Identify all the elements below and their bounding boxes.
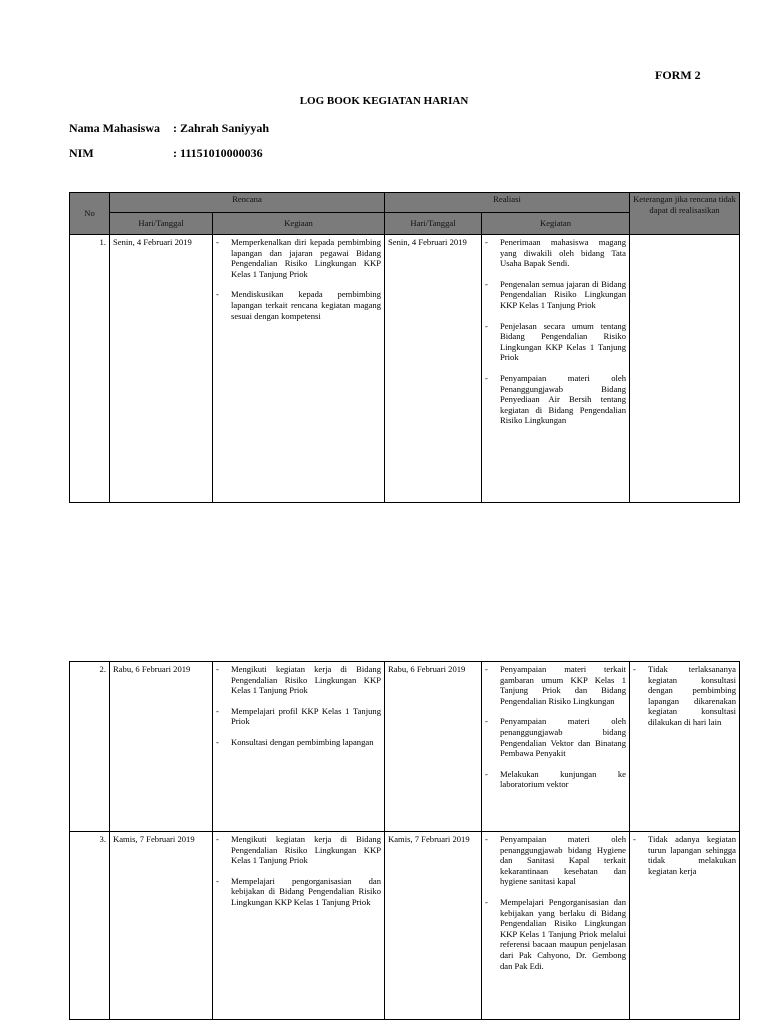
student-name-label: Nama Mahasiswa: [69, 121, 161, 135]
student-nim-label: NIM: [69, 146, 94, 160]
notes-cell: [630, 235, 740, 503]
list-item: - Mendiskusikan kepada pembimbing lapangan terkait rencana kegiatan magang sesuai dengan kompetensi: [216, 289, 381, 321]
list-item: - Mengikuti kegiatan kerja di Bidang Pengendalian Risiko Lingkungan KKP Kelas 1 Tanjung Priok: [216, 664, 381, 696]
list-item: - Konsultasi dengan pembimbing lapangan: [216, 737, 381, 748]
realization-date: Kamis, 7 Februari 2019: [385, 832, 482, 1020]
student-name-value: : Zahrah Saniyyah: [173, 121, 270, 135]
table-row: [70, 832, 740, 1020]
list-item: - Tidak adanya kegiatan turun lapangan sehingga tidak melakukan kegiatan kerja: [633, 834, 736, 876]
header-kegiatan-realisasi: Kegiatan: [482, 213, 630, 235]
student-nim-row: [69, 146, 263, 161]
header-hari-rencana: Hari/Tanggal: [110, 213, 213, 235]
list-item: - Penyampaian materi oleh penanggungjawab bidang Hygiene dan Sanitasi Kapal terkait kekarantinaan kesehatan dan hygiene sanitasi kapal: [485, 834, 626, 887]
header-no: No: [70, 193, 110, 235]
list-item: - Pengenalan semua jajaran di Bidang Pengendalian Risiko Lingkungan KKP Kelas 1 Tanjung Priok: [485, 279, 626, 311]
plan-date: Rabu, 6 Februari 2019: [110, 662, 213, 832]
list-item: - Mempelajari pengorganisasian dan kebijakan di Bidang Pengendalian Risiko Lingkungan KKP Kelas 1 Tanjung Priok: [216, 876, 381, 908]
header-hari-realisasi: Hari/Tanggal: [385, 213, 482, 235]
realization-date: Rabu, 6 Februari 2019: [385, 662, 482, 832]
header-keterangan: Keterangan jika rencana tidak dapat di realisasikan: [630, 193, 740, 235]
header-kegiatan-rencana: Kegiaan: [213, 213, 385, 235]
row-number: 3.: [70, 832, 110, 1020]
header-rencana: Rencana: [110, 193, 385, 213]
log-table-page-1: [69, 192, 740, 503]
notes-cell: [630, 662, 740, 832]
row-number: 1.: [70, 235, 110, 503]
student-name-row: [69, 121, 269, 136]
list-item: - Penyampaian materi oleh Penanggungjawab Bidang Penyediaan Air Bersih tentang kegiatan di Bidang Pengendalian Risiko Lingkungan: [485, 373, 626, 426]
row-number: 2.: [70, 662, 110, 832]
realization-activities: [482, 662, 630, 832]
list-item: - Mempelajari profil KKP Kelas 1 Tanjung Priok: [216, 706, 381, 727]
plan-date: Senin, 4 Februari 2019: [110, 235, 213, 503]
form-label: FORM 2: [655, 68, 701, 82]
student-nim-value: : 11151010000036: [173, 146, 263, 160]
document-title: LOG BOOK KEGIATAN HARIAN: [299, 95, 469, 107]
table-row: [70, 662, 740, 832]
plan-activities: [213, 235, 385, 503]
list-item: - Penerimaan mahasiswa magang yang diwakili oleh bidang Tata Usaha Bapak Sendi.: [485, 237, 626, 269]
plan-activities: [213, 662, 385, 832]
realization-activities: [482, 832, 630, 1020]
list-item: - Penjelasan secara umum tentang Bidang Pengendalian Risiko Lingkungan KKP Kelas 1 Tanjung Priok: [485, 321, 626, 363]
list-item: - Tidak terlaksananya kegiatan konsultasi dengan pembimbing lapangan dikarenakan kegiatan konsultasi dilakukan di hari lain: [633, 664, 736, 728]
list-item: - Mempelajari Pengorganisasian dan kebijakan yang berlaku di Bidang Pengendalian Risiko Lingkungan KKP Kelas 1 Tanjung Priok melalui referensi bacaan maupun penjelasan dari Pak Cahyono, Dr. Gembong dan Pak Edi.: [485, 897, 626, 971]
list-item: - Memperkenalkan diri kepada pembimbing lapangan dan jajaran pegawai Bidang Pengendalian Risiko Lingkungan KKP Kelas 1 Tanjung Priok: [216, 237, 381, 279]
list-item: - Penyampaian materi terkait gambaran umum KKP Kelas 1 Tanjung Priok dan Bidang Pengendalian Risiko Lingkungan: [485, 664, 626, 706]
realization-date: Senin, 4 Februari 2019: [385, 235, 482, 503]
table-row: [70, 235, 740, 503]
realization-activities: [482, 235, 630, 503]
header-realisasi: Realiasi: [385, 193, 630, 213]
notes-cell: [630, 832, 740, 1020]
log-table-page-2: [69, 661, 740, 1020]
plan-date: Kamis, 7 Februari 2019: [110, 832, 213, 1020]
plan-activities: [213, 832, 385, 1020]
list-item: - Mengikuti kegiatan kerja di Bidang Pengendalian Risiko Lingkungan KKP Kelas 1 Tanjung Priok: [216, 834, 381, 866]
list-item: - Melakukan kunjungan ke laboratorium vektor: [485, 769, 626, 790]
list-item: - Penyampaian materi oleh penanggungjawab bidang Pengendalian Vektor dan Binatang Pembawa Penyakit: [485, 716, 626, 758]
